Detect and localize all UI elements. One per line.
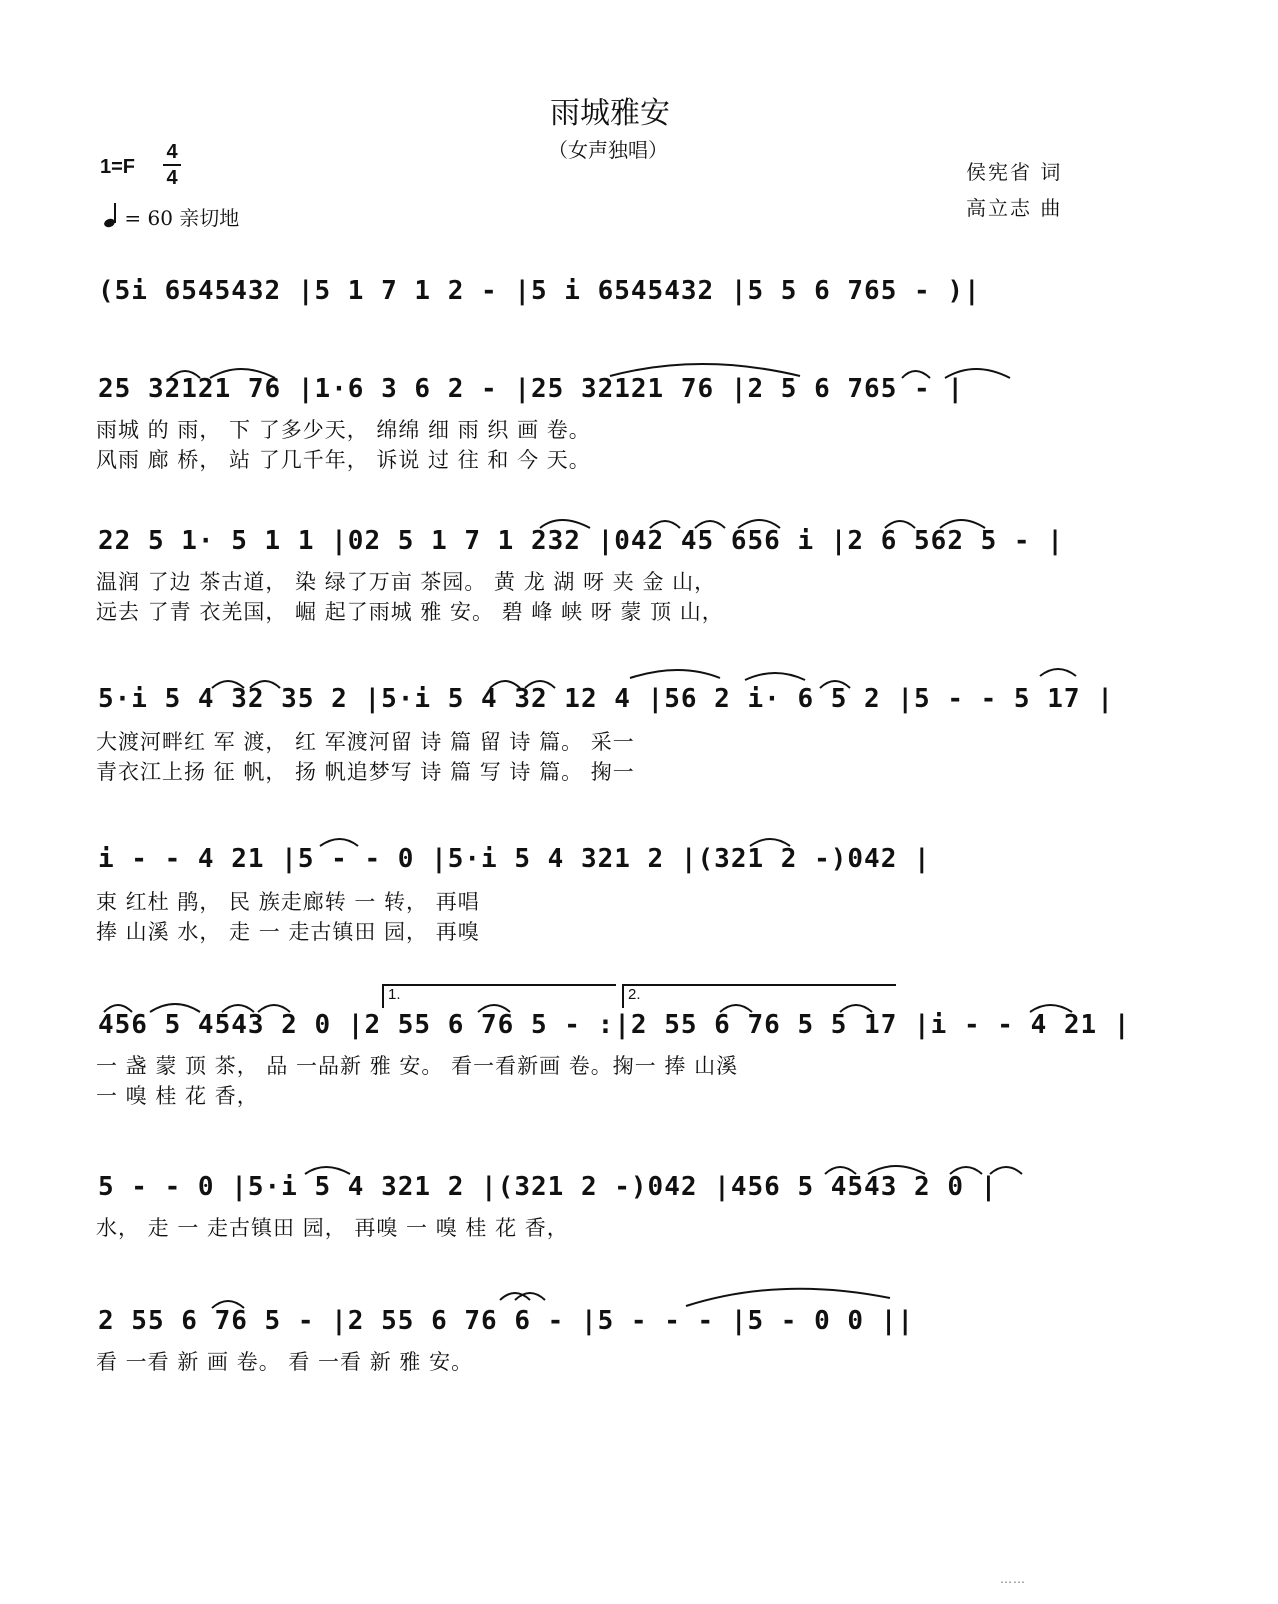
- slur-arc: [868, 1166, 925, 1174]
- slur-arc: [738, 520, 780, 528]
- lyric-line-2b: 风雨 廊 桥， 站 了几千年， 诉说 过 往 和 今 天。: [96, 448, 591, 472]
- notation-line-2: 25 32121 76 |1·6 3 6 2 - |25 32121 76 |2 5 6 765 - |: [98, 374, 964, 404]
- lyric-line-3a: 温润 了边 茶古道， 染 绿了万亩 茶园。 黄 龙 湖 呀 夹 金 山，: [96, 570, 717, 594]
- key-signature: 1=F: [100, 156, 136, 178]
- time-signature-bottom: 4: [166, 167, 178, 189]
- slur-arc: [686, 1289, 890, 1306]
- slur-arc: [990, 1167, 1022, 1174]
- lyric-line-4a: 大渡河畔红 军 渡， 红 军渡河留 诗 篇 留 诗 篇。 采一: [96, 730, 635, 754]
- lyric-line-6a: 一 盏 蒙 顶 茶， 品 一品新 雅 安。 看一看新画 卷。掬一 捧 山溪: [96, 1054, 739, 1078]
- slur-arc: [820, 681, 850, 688]
- slur-arc: [212, 681, 244, 688]
- notation-line-5: i - - 4 21 |5 - - 0 |5·i 5 4 321 2 |(321 2 -)042 |: [98, 844, 931, 874]
- notation-line-6: 456 5 4543 2 0 |2 55 6 76 5 - :|2 55 6 76 5 5 17 |i - - 4 21 |: [98, 1010, 1131, 1040]
- slur-arc: [212, 1301, 244, 1308]
- tempo-text: = 60 亲切地: [124, 206, 240, 230]
- lyric-line-2a: 雨城 的 雨， 下 了多少天， 绵绵 细 雨 织 画 卷。: [96, 418, 591, 442]
- slur-arc: [945, 369, 1010, 378]
- slur-arc: [250, 681, 280, 688]
- lyric-line-8a: 看 一看 新 画 卷。 看 一看 新 雅 安。: [96, 1350, 474, 1374]
- slur-arc: [950, 1167, 982, 1174]
- slur-arc: [150, 1004, 200, 1012]
- slur-arc: [210, 369, 275, 378]
- slur-arc: [305, 1167, 350, 1174]
- lyric-line-5b: 捧 山溪 水， 走 一 走古镇田 园， 再嗅: [96, 920, 480, 944]
- slur-arc: [825, 1167, 856, 1174]
- slur-arc: [720, 1005, 752, 1012]
- notation-line-1: (5i 6545432 |5 1 7 1 2 - |5 i 6545432 |5 5 6 765 - )|: [98, 276, 981, 306]
- slur-arc: [478, 1005, 510, 1012]
- song-subtitle: （女声独唱）: [548, 138, 668, 162]
- lyricist-credit: 侯宪省 词: [966, 160, 1063, 184]
- notation-line-4: 5·i 5 4 32 35 2 |5·i 5 4 32 12 4 |56 2 i· 6 5 2 |5 - - 5 17 |: [98, 684, 1114, 714]
- slur-arc: [902, 371, 930, 378]
- time-signature-top: 4: [166, 141, 178, 163]
- slur-arc: [630, 670, 720, 678]
- slur-arc: [525, 681, 555, 688]
- slur-arc: [104, 1005, 132, 1012]
- slur-arc: [1030, 1005, 1072, 1012]
- slur-arc: [745, 673, 805, 680]
- slur-arc: [170, 371, 200, 378]
- watermark: ……: [1000, 1572, 1026, 1586]
- notation-line-8: 2 55 6 76 5 - |2 55 6 76 6 - |5 - - - |5 - 0 0 ||: [98, 1306, 915, 1336]
- slur-arc: [258, 1005, 290, 1012]
- lyric-line-5a: 束 红杜 鹃， 民 族走廊转 一 转， 再唱: [96, 890, 480, 914]
- notation-line-3: 22 5 1· 5 1 1 |02 5 1 7 1 232 |042 45 656 i |2 6 562 5 - |: [98, 526, 1064, 556]
- slur-arc: [610, 364, 800, 376]
- slur-arc: [750, 839, 790, 846]
- volta-second-ending: 2.: [622, 984, 896, 1008]
- slur-arc: [320, 839, 358, 846]
- slur-arc: [540, 520, 590, 528]
- slur-arc: [695, 521, 725, 528]
- lyric-line-6b: 一 嗅 桂 花 香，: [96, 1084, 259, 1108]
- slur-arc: [222, 1005, 254, 1012]
- lyric-line-3b: 远去 了青 衣羌国， 崛 起了雨城 雅 安。 碧 峰 峡 呀 蒙 顶 山，: [96, 600, 724, 624]
- notation-line-7: 5 - - 0 |5·i 5 4 321 2 |(321 2 -)042 |456 5 4543 2 0 |: [98, 1172, 998, 1202]
- volta-first-ending: 1.: [382, 984, 616, 1008]
- slur-arc: [885, 521, 915, 528]
- slur-arc: [490, 681, 520, 688]
- lyric-line-4b: 青衣江上扬 征 帆， 扬 帆追梦写 诗 篇 写 诗 篇。 掬一: [96, 760, 635, 784]
- slur-arc: [650, 521, 680, 528]
- slur-arc: [940, 520, 985, 528]
- slur-arc: [840, 1005, 872, 1012]
- lyric-line-7a: 水， 走 一 走古镇田 园， 再嗅 一 嗅 桂 花 香，: [96, 1216, 569, 1240]
- song-title: 雨城雅安: [550, 96, 670, 131]
- composer-credit: 高立志 曲: [966, 196, 1063, 220]
- slur-arc: [1040, 669, 1076, 676]
